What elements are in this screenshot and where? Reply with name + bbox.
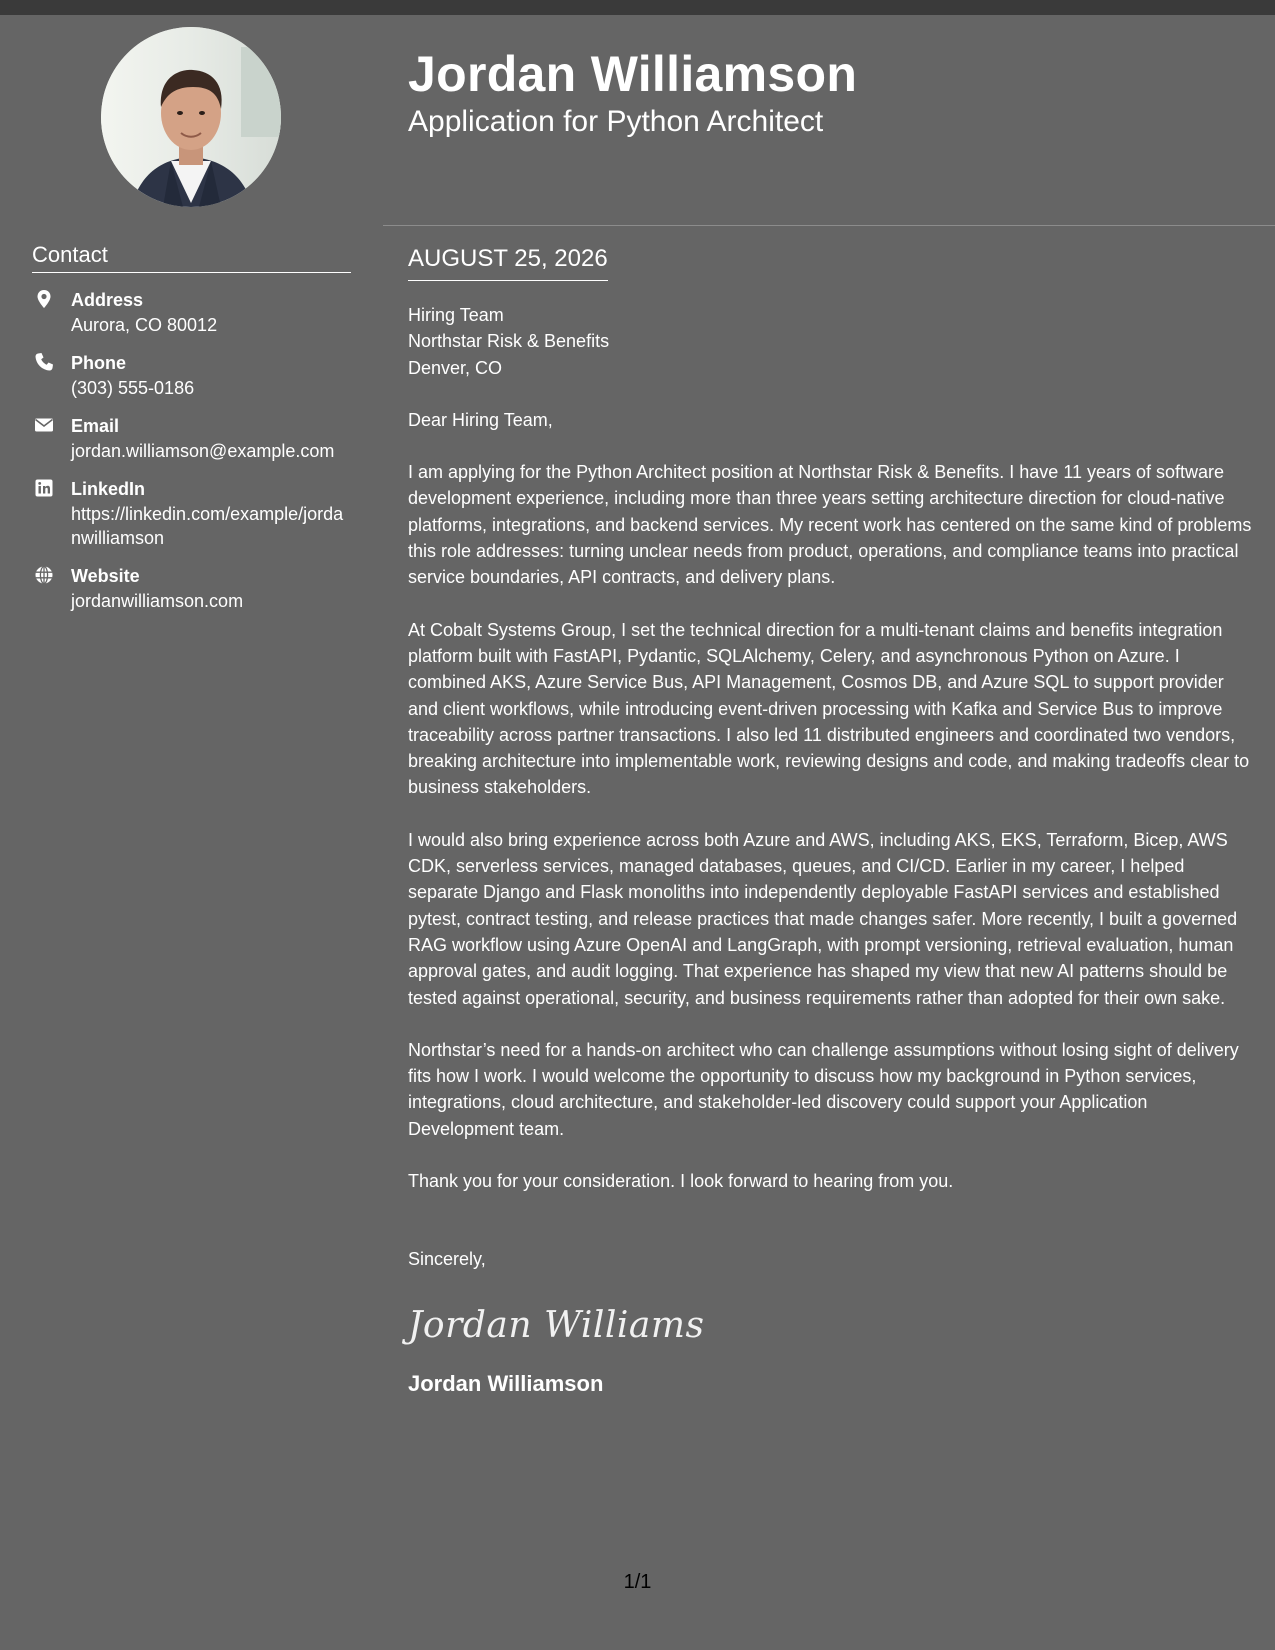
address-label: Address xyxy=(71,290,144,310)
recipient-line: Denver, CO xyxy=(408,357,503,378)
contact-item-website xyxy=(32,564,351,613)
signature: Jordan Williams xyxy=(408,1304,705,1346)
salutation: Dear Hiring Team, xyxy=(408,409,553,430)
applicant-name: Jordan Williamson xyxy=(408,46,858,102)
globe-icon xyxy=(34,565,54,585)
letter-paragraph: I would also bring experience across both Azure and AWS, including AKS, EKS, Terraform, Bicep, AWS CDK, serverless services, managed databases, queues, and CI/CD. Earlier in my career, I helped separate Django and Flask monoliths into independently deployable FastAPI services and established pytest, contract testing, and release practices that made changes safer. More recently, I built a governed RAG workflow using Azure OpenAI and LangGraph, with prompt versioning, retrieval evaluation, human approval gates, and audit logging. That experience has shaped my view that new AI patterns should be tested against operational, security, and business requirements rather than adopted for their own sake. xyxy=(408,829,1238,1008)
closing: Sincerely, xyxy=(408,1249,486,1270)
address-value: Aurora, CO 80012 xyxy=(71,315,218,335)
contact-heading: Contact xyxy=(32,240,351,273)
linkedin-label: LinkedIn xyxy=(71,479,146,499)
letter-paragraph: At Cobalt Systems Group, I set the technical direction for a multi-tenant claims and benefits integration platform built with FastAPI, Pydantic, SQLAlchemy, Celery, and asynchronous Python on Azure. I combined AKS, Azure Service Bus, API Management, Cosmos DB, and Azure SQL to support provider and client workflows, while introducing event-driven processing with Kafka and Service Bus to improve traceability across partner transactions. I also led 11 distributed engineers and coordinated two vendors, breaking architecture into implementable work, reviewing designs and code, and making tradeoffs clear to business stakeholders. xyxy=(408,619,1250,798)
contact-list xyxy=(32,288,351,613)
recipient-line: Northstar Risk & Benefits xyxy=(408,331,610,352)
email-value: jordan.williamson@example.com xyxy=(71,441,335,461)
top-bar xyxy=(0,0,1275,15)
recipient-line: Hiring Team xyxy=(408,305,504,325)
website-label: Website xyxy=(71,566,140,586)
website-value: jordanwilliamson.com xyxy=(71,591,244,611)
application-title: Application for Python Architect xyxy=(408,105,824,138)
letter-date: AUGUST 25, 2026 xyxy=(408,244,608,281)
signer-name: Jordan Williamson xyxy=(408,1370,604,1396)
header-divider xyxy=(383,225,1275,226)
contact-item-linkedin xyxy=(32,477,351,550)
profile-photo xyxy=(101,27,281,207)
letter-paragraph: Northstar’s need for a hands-on architect who can challenge assumptions without losing sight of delivery fits how I work. I would welcome the opportunity to discuss how my background in Python services, integrations, cloud architecture, and stakeholder-led discovery could support your Application Development team. xyxy=(408,1039,1239,1139)
contact-item-phone xyxy=(32,351,351,400)
recipient-block xyxy=(408,302,1253,381)
linkedin-value: https://linkedin.com/example/jordanwilliamson xyxy=(71,504,344,548)
email-label: Email xyxy=(71,416,120,436)
contact-sidebar xyxy=(32,240,351,613)
linkedin-icon xyxy=(34,478,54,498)
contact-item-address xyxy=(32,288,351,337)
letter-paragraph: Thank you for your consideration. I look forward to hearing from you. xyxy=(408,1171,954,1192)
phone-value: (303) 555-0186 xyxy=(71,378,195,398)
letter-paragraph: I am applying for the Python Architect position at Northstar Risk & Benefits. I have 11 years of software development experience, including more than three years setting architecture direction for cloud-native platforms, integrations, and backend services. My recent work has centered on the same kind of problems this role addresses: turning unclear needs from product, operations, and compliance teams into practical service boundaries, API contracts, and delivery plans. xyxy=(408,462,1252,588)
phone-icon xyxy=(34,352,54,372)
map-pin-icon xyxy=(34,289,54,309)
page-number: 1/1 xyxy=(623,1571,652,1593)
phone-label: Phone xyxy=(71,353,127,373)
envelope-icon xyxy=(34,415,54,435)
contact-item-email xyxy=(32,414,351,463)
letter-body xyxy=(408,302,1253,1399)
